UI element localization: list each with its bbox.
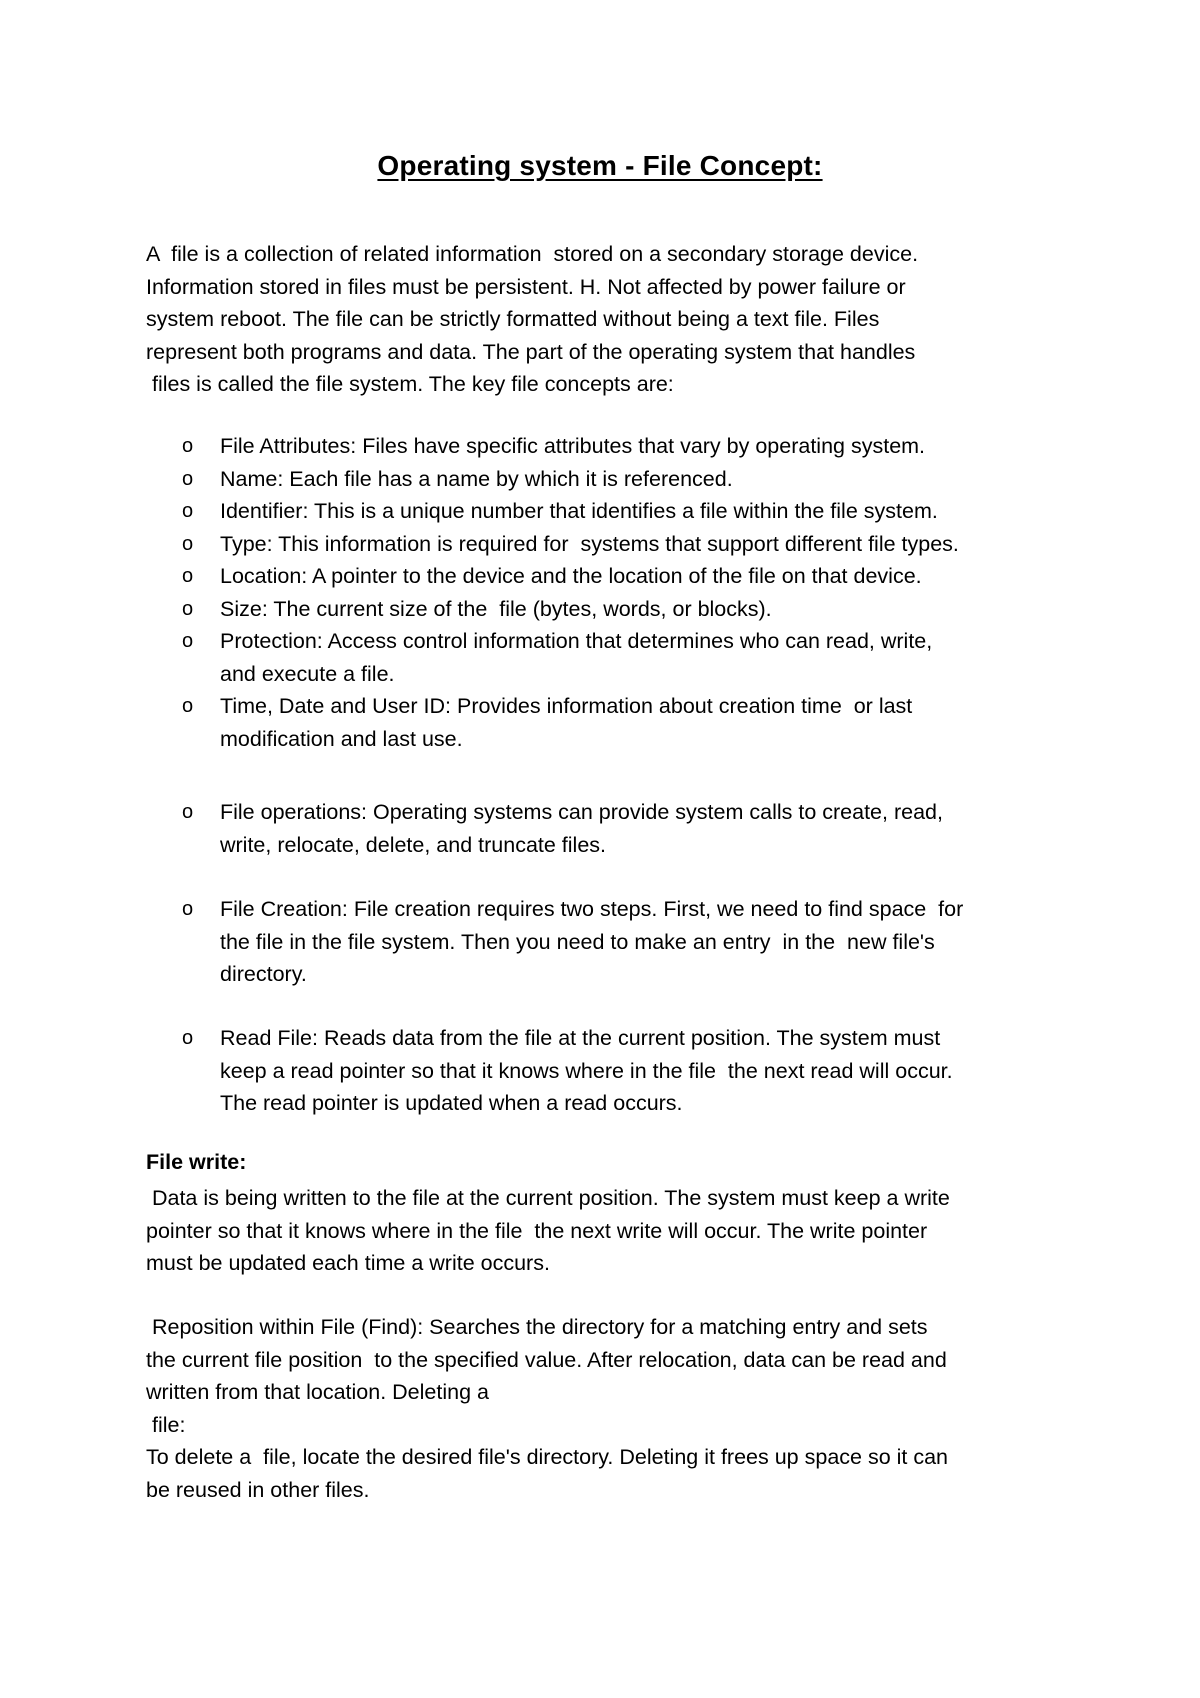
bullet-icon: o: [182, 597, 194, 620]
paragraph-line: written from that location. Deleting a: [146, 1380, 489, 1404]
list-item-text: Protection: Access control information that determines who can read, write,: [220, 629, 933, 653]
file-write-heading: File write:: [146, 1150, 247, 1174]
list-item-text: modification and last use.: [220, 726, 463, 751]
list-item-text: and execute a file.: [220, 661, 395, 686]
list-item-text: Type: This information is required for systems that support different file types.: [220, 531, 959, 556]
list-item: [182, 690, 1082, 755]
list-item-text: directory.: [220, 962, 307, 986]
bullet-icon: o: [182, 630, 194, 652]
list-item-text: File operations: Operating systems can provide system calls to create, read,: [220, 800, 943, 824]
paragraph-line: be reused in other files.: [146, 1477, 370, 1502]
page-title: Operating system - File Concept:: [377, 150, 823, 181]
bullet-icon: o: [182, 467, 194, 490]
paragraph-line: Reposition within File (Find): Searches the directory for a matching entry and sets: [146, 1315, 928, 1339]
list-item-text: write, relocate, delete, and truncate files.: [220, 832, 607, 857]
list-item-text: Read File: Reads data from the file at the current position. The system must: [220, 1026, 941, 1050]
bullet-icon: o: [182, 695, 194, 717]
list-item: [182, 625, 1082, 690]
bullet-icon: o: [182, 532, 194, 555]
list-item: [182, 560, 1082, 593]
list-item-text: Location: A pointer to the device and the location of the file on that device.: [220, 564, 922, 588]
intro-line: Information stored in files must be persistent. H. Not affected by power failure or: [146, 274, 906, 299]
intro-line: files is called the file system. The key file concepts are:: [146, 372, 674, 396]
paragraph-line: file:: [146, 1412, 186, 1437]
paragraph-line: the current file position to the specified value. After relocation, data can be read and: [146, 1347, 947, 1372]
paragraph-line: pointer so that it knows where in the file the next write will occur. The write pointer: [146, 1218, 928, 1243]
list-item: [182, 495, 1082, 528]
intro-paragraph: [146, 238, 1076, 401]
list-item-text: Time, Date and User ID: Provides information about creation time or last: [220, 694, 913, 718]
list-item-text: Size: The current size of the file (bytes, words, or blocks).: [220, 596, 772, 621]
list-item: [182, 528, 1082, 561]
list-item-text: Identifier: This is a unique number that identifies a file within the file system.: [220, 499, 938, 523]
intro-line: A file is a collection of related information stored on a secondary storage device.: [146, 242, 919, 266]
reposition-paragraph: [146, 1311, 1076, 1506]
intro-line: system reboot. The file can be strictly formatted without being a text file. Files: [146, 307, 880, 331]
bullet-icon: o: [182, 1027, 194, 1049]
list-item: [182, 593, 1082, 626]
list-item: [182, 893, 1082, 991]
bullet-icon: o: [182, 435, 194, 457]
list-item-text: File Creation: File creation requires two steps. First, we need to find space for: [220, 897, 964, 921]
bullet-icon: o: [182, 565, 194, 587]
list-item: [182, 1022, 1082, 1120]
list-item: [182, 796, 1082, 861]
list-item-text: The read pointer is updated when a read occurs.: [220, 1091, 683, 1115]
paragraph-line: Data is being written to the file at the current position. The system must keep a write: [146, 1186, 950, 1210]
bullet-icon: o: [182, 500, 194, 522]
list-item-text: File Attributes: Files have specific attributes that vary by operating system.: [220, 434, 926, 458]
paragraph-line: To delete a file, locate the desired file's directory. Deleting it frees up space so it can: [146, 1445, 949, 1469]
attribute-list: [182, 430, 1082, 755]
read-file-item: [182, 1022, 1082, 1120]
list-item-text: the file in the file system. Then you need to make an entry in the new file's: [220, 929, 935, 954]
file-operations-item: [182, 796, 1082, 861]
file-write-paragraph: [146, 1182, 1076, 1280]
list-item: [182, 463, 1082, 496]
list-item: [182, 430, 1082, 463]
bullet-icon: o: [182, 898, 194, 920]
file-creation-item: [182, 893, 1082, 991]
paragraph-line: must be updated each time a write occurs.: [146, 1251, 550, 1275]
intro-line: represent both programs and data. The part of the operating system that handles: [146, 339, 916, 364]
list-item-text: Name: Each file has a name by which it is referenced.: [220, 466, 733, 491]
list-item-text: keep a read pointer so that it knows where in the file the next read will occur.: [220, 1058, 953, 1083]
bullet-icon: o: [182, 801, 194, 823]
